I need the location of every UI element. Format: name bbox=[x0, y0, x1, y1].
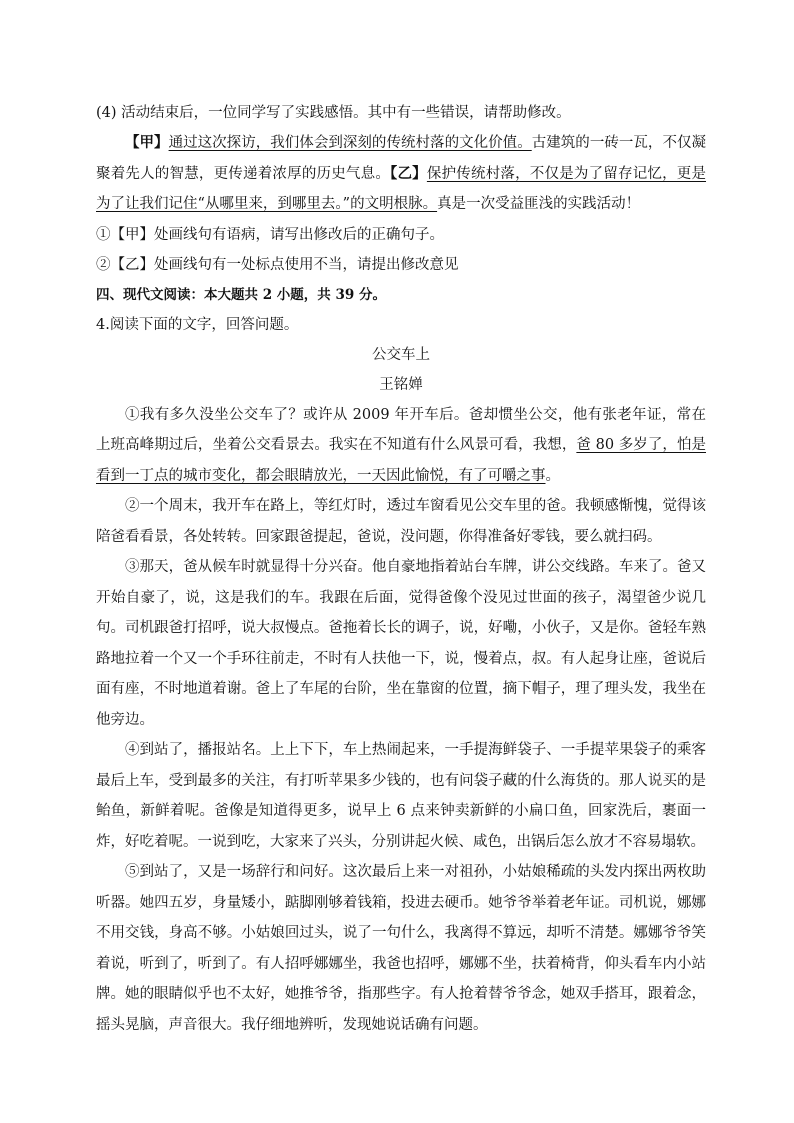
yi-tag: 【乙】 bbox=[390, 164, 427, 182]
article-paragraph-4: ④到站了，播报站名。上上下下，车上热闹起来，一手提海鲜袋子、一手提苹果袋子的乘客最后上车，受到最多的关注，有打听苹果多少钱的，也有问袋子藏的什么海货的。那人说买的是鲐鱼，新鲜着呢。爸像是知道得更多，说早上 6 点来钟卖新鲜的小扁口鱼，回家洗后，裹面一炸，好吃着呢。一说到吃，大家来了兴头，分别讲起火候、咸色，出锅后怎么放才不容易塌软。 bbox=[96, 742, 706, 850]
article-paragraph-1 bbox=[96, 400, 706, 492]
sub-question-1: ①【甲】处画线句有语病，请写出修改后的正确句子。 bbox=[96, 226, 444, 243]
jia-rest: 古建筑的一砖一瓦，不仅凝聚着先人的智慧，更传递着浓厚的历史气息。 bbox=[96, 135, 706, 182]
yi-rest: 真是一次受益匪浅的实践活动！ bbox=[437, 196, 641, 212]
article-paragraph-2: ②一个周末，我开车在路上，等红灯时，透过车窗看见公交车里的爸。我顿感惭愧，觉得该陪爸看看景，各处转转。回家跟爸提起，爸说，没问题，你得准备好零钱，要么就扫码。 bbox=[96, 498, 706, 545]
p1-text-a: ①我有多久没坐公交车了？或许从 2009 年开车后。爸却惯坐公交，他有张老年证，常在上班高峰期过后，坐着公交看景去。我实在不知道有什么风景可看，我想， bbox=[96, 406, 706, 453]
p1-underlined-sentence: 爸 80 多岁了，怕是看到一丁点的城市变化，都会眼睛放光，一天因此愉悦，有了可嚼之事 bbox=[96, 437, 706, 484]
article-paragraph-3: ③那天，爸从候车时就显得十分兴奋。他自豪地指着站台车牌，讲公交线路。车来了。爸又开始自豪了，说，这是我们的车。我跟在后面，觉得爸像个没见过世面的孩子，渴望爸少说几句。司机跟爸打招呼，说大叔慢点。爸拖着长长的调子，说，好嘞，小伙子，又是你。爸轻车熟路地拉着一个又一个手环往前走，不时有人扶他一下，说，慢着点，叔。有人起身让座，爸说后面有座，不时地道着谢。爸上了车尾的台阶，坐在靠窗的位置，摘下帽子，理了理头发，我坐在他旁边。 bbox=[96, 559, 706, 728]
jia-underlined-sentence: 通过这次探访，我们体会到深刻的传统村落的文化价值。 bbox=[168, 135, 532, 151]
p1-text-b: 。 bbox=[545, 467, 560, 484]
article-title: 公交车上 bbox=[372, 346, 430, 363]
article-paragraph-5: ⑤到站了，又是一场辞行和问好。这次最后上来一对祖孙，小姑娘稀疏的头发内探出两枚助听器。她四五岁，身量矮小，踮脚刚够着钱箱，投进去硬币。她爷爷举着老年证。司机说，娜娜不用交钱，身高不够。小姑娘回过头，说了一句什么，我离得不算远，却听不清楚。娜娜爷爷笑着说，听到了，听到了。有人招呼娜娜坐，我爸也招呼，娜娜不坐，扶着椅背，仰头看车内小站牌。她的眼睛似乎也不太好，她推爷爷，指那些字。有人抢着替爷爷念，她双手搭耳，跟着念，摇头晃脑，声音很大。我仔细地辨听，发现她说话确有问题。 bbox=[96, 864, 706, 1033]
article-author: 王铭婵 bbox=[379, 376, 423, 393]
q4-prompt: (4) 活动结束后，一位同学写了实践感悟。其中有一些错误，请帮助修改。 bbox=[96, 105, 571, 121]
reflection-paragraph bbox=[96, 128, 706, 220]
sub-question-2: ②【乙】处画线句有一处标点使用不当，请提出修改意见 bbox=[96, 256, 459, 273]
yi-underlined-sentence: 保护传统村落，不仅是为了留存记忆，更是为了让我们记住“从哪里来，到哪里去。”的文明根脉。 bbox=[96, 165, 707, 212]
question-4-instruction: 4.阅读下面的文字，回答问题。 bbox=[96, 316, 299, 333]
jia-tag: 【甲】 bbox=[125, 134, 169, 151]
section-header: 四、现代文阅读：本大题共 2 小题，共 39 分。 bbox=[96, 286, 386, 303]
document-page bbox=[96, 98, 706, 1040]
